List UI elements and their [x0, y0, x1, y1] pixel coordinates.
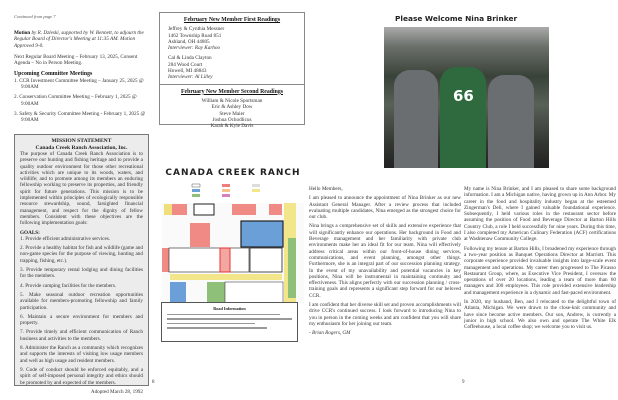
member-address: 1462 Township Road 851: [168, 32, 222, 39]
member-address: 284 Wood Court: [168, 61, 203, 68]
goal-item: 5. Make seasonal outdoor recreation opportunities available for members-promoting fellowship and family participation.: [20, 291, 143, 311]
person-figure: [488, 75, 534, 168]
member-names: William & Nicole Sportsman: [201, 97, 263, 104]
letter-signature: - Brian Rogers, GM: [309, 330, 351, 337]
goal-item: 7. Provide timely and efficient communication of Ranch business and activities to the members.: [20, 329, 143, 342]
page-number: 9: [462, 380, 465, 385]
bio-paragraph: My name is Nina Brinker, and I am pleased to share some background information. I am a Michigan native, having grown up in Ann Arbor. My career in the food and hospitality industry began at the esteemed Zingerman's Deli, where I gained valuable foundational experience. Subsequently, I held various roles in the restaurant sector before assuming the position of Food and Beverage Director at Barton Hills Country Club, a role I held successfully for nine years. During this time, I also completed my American Culinary Federation (ACF) certifications at Washtenaw Community College.: [464, 186, 616, 243]
motion-text: by R. Dzleski, supported by W. Bennett, to adjourn the Regular Board of Director's Meeting at 11:35 AM. Motion Approved 9-0.: [14, 30, 144, 49]
goal-item: 4. Provide camping facilities for the members.: [20, 282, 117, 289]
first-readings-title: February New Member First Readings: [183, 17, 281, 23]
committee-list: [14, 78, 148, 124]
committee-item: 2. Conservation Committee Meeting – February 1, 2025 @ 9:00AM: [14, 94, 137, 107]
member-names: Joshua Ochodlicus: [212, 116, 252, 123]
mission-org: Canada Creek Ranch Association, Inc.: [35, 144, 128, 151]
map-plot-svg: [162, 168, 304, 303]
bio-paragraph: Following my tenure at Barton Hills, I broadened my experience through a two-year position as Banquet Operations Director at Marriott. This corporate experience provided invaluable insights into large-scale event management and operations. My career then progressed to The Picasso Restaurant Group, where, as Executive Vice President, I oversaw the operations of over 20 locations, leading a team of more than 60 managers and 300 employees. This role provided extensive leadership and management experience in a dynamic and fast-paced environment.: [464, 245, 616, 296]
map-title: CANADA CREEK RANCH: [165, 168, 301, 178]
goal-item: 6. Maintain a secure environment for members and property.: [20, 313, 143, 327]
letter-paragraph: I am pleased to announce the appointment of Nina Brinker as our new Assistant General Manager. After a review process that included evaluating multiple candidates, Nina emerged as the strongest choice for our club.: [309, 195, 461, 221]
committee-item: 1. CCR Investment Committee Meeting – January 25, 2025 @ 9:00AM: [14, 77, 144, 91]
committee-item: 3. Safety & Security Committee Meeting - February 1, 2025 @ 9:00AM: [14, 110, 146, 124]
adopted-date: Adopted March 28, 1992: [90, 388, 143, 395]
map-lots: [162, 203, 304, 303]
page-title: Please Welcome Nina Brinker: [395, 14, 518, 23]
road-box-title: Road Information: [213, 306, 246, 311]
letter-paragraph: I am confident that her diverse skill set and proven accomplishments will drive CCR's continued success. I look forward to introducing Nina to you in person in the coming weeks and am confident that you will share my enthusiasm for her joining our team.: [309, 302, 461, 327]
letter-paragraph: Hello Members,: [309, 186, 343, 192]
mission-body: The purpose of Canada Creek Ranch Association is to preserve our hunting and fishing heritage and to provide a quality outdoor environment for those other recreational activities which are unique to its woods, waters, and wildlife; and to promote among its members an enduring fellowship working to preserve its properties, and friendly spirit for future generations. This mission is to be implemented within principles of ecologically responsible resource stewardship, sound, farsighted financial management, and respect for the dignity of fellow members. Consistent with these objectives are the following implementation goals:: [20, 151, 143, 227]
mission-title: MISSION STATEMENT: [51, 138, 112, 144]
member-names: Jeffrey & Cynthia Messner: [168, 26, 225, 33]
member-entry: [160, 26, 304, 51]
nina-bio: [464, 186, 616, 334]
member-names: Steve Maier: [219, 110, 245, 117]
person-figure: [440, 67, 486, 168]
goal-item: 2. Provide a healthy habitat for fish and wildlife (game and non-game species for the purpose of viewing, hunting and trapping, fishing, etc.).: [20, 245, 143, 264]
goal-item: 1. Provide efficient administrative services.: [20, 235, 111, 242]
page-number: 8: [152, 380, 155, 385]
continued-note: Continued from page 7: [14, 14, 56, 19]
family-photo: [384, 27, 549, 168]
divider: [160, 84, 304, 85]
member-city: Ashland, OH 44805: [168, 38, 210, 45]
mission-statement-box: [14, 134, 149, 395]
goals-label: GOALS:: [20, 229, 40, 236]
committee-heading: Upcoming Committee Meetings: [14, 71, 93, 78]
gm-letter: [309, 186, 461, 337]
goal-item: 9. Code of conduct should be enforced equitably, and a spirit of self-imposed personal integrity and ethics should be promoted by and expected of the members.: [20, 366, 143, 386]
letter-paragraph: Nina brings a comprehensive set of skills and extensive experience that will significantly enhance our operations. Her background in Food and Beverage management and her familiarity with private club environments make her an ideal fit for our team. Nina will effectively address critical areas within our front-of-house dining services, communications, and event planning, amongst other things. Furthermore, she is an integral part of our succession planning strategy. In the event of my unavailability and potential vacancies in key positions, Nina will be instrumental in maintaining continuity and effectiveness. This aligns perfectly with our succession planning / cross-training goals and represents a significant step forward for our beloved CCR.: [309, 223, 461, 299]
goal-item: 3. Provide temporary rental lodging and dining facilities for the members.: [20, 267, 143, 280]
bio-paragraph: In 2020, my husband, Ben, and I relocated to the delightful town of Atlanta, Michigan. We were drawn to the close-knit community and have since become active members. Our son, Andrew, is currently a junior in high school. We also own and operate The White Elk Coffeehouse, a local coffee shop; we welcome you to visit us.: [464, 299, 616, 331]
new-members-box: [159, 12, 305, 130]
member-entry: [160, 55, 304, 80]
minutes-column: [14, 30, 148, 128]
person-figure: [394, 70, 438, 168]
member-interviewer: Interviewer: Al Lilley: [168, 74, 213, 81]
motion-paragraph: [14, 30, 148, 49]
road-information-box: [161, 302, 298, 342]
next-meeting: Next Regular Board Meeting – February 13, 2025, Consent Agenda – No in Person Meeting.: [14, 53, 138, 67]
second-readings-list: [160, 98, 304, 129]
member-interviewer: Interviewer: Ray Karhoo: [168, 45, 221, 52]
second-readings-title: February New Member Second Readings: [181, 88, 283, 95]
member-names: Karah & Kyle Davis: [210, 123, 254, 130]
member-names: Cal & Linda Clayton: [168, 55, 212, 62]
map-legend: [192, 184, 260, 197]
member-names: Eric & Ashley Dow: [211, 104, 253, 111]
motion-label: Motion: [14, 30, 31, 36]
goal-item: 8. Administer the Ranch as a community which recognizes and supports the interests of visiting low usage members and well as high usage and resident members.: [20, 345, 143, 364]
jersey-number: 66: [453, 87, 474, 105]
member-city: Howell, MI 48843: [168, 68, 207, 75]
